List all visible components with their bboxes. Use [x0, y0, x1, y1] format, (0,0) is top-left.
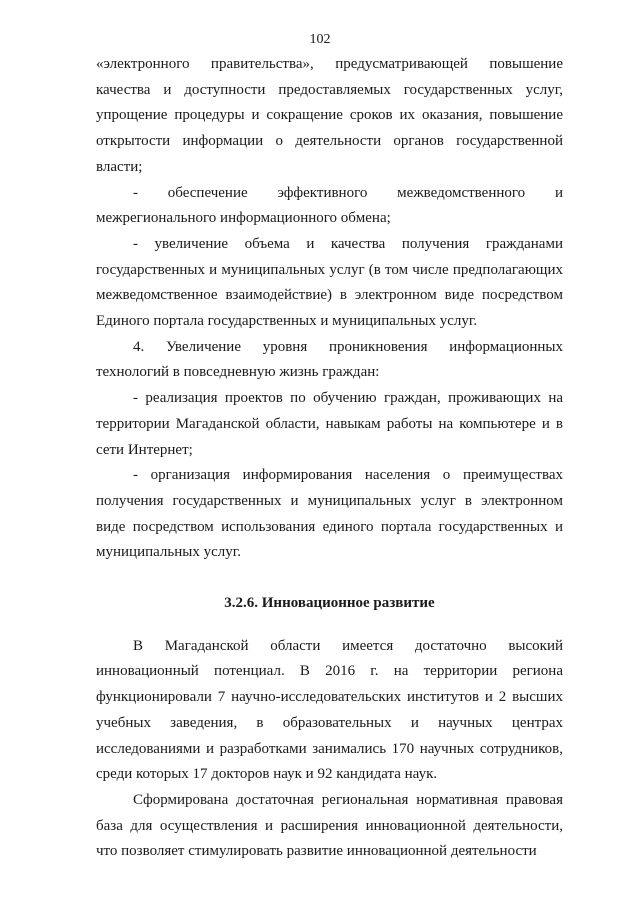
list-item-training-projects: - реализация проектов по обучению граждан, проживающих на территории Магаданской области, навыкам работы на компьютере и в сети Интернет;	[96, 390, 563, 458]
page-number: 102	[309, 32, 331, 47]
section-heading: 3.2.6. Инновационное развитие	[224, 595, 435, 612]
list-item-informing-population: - организация информирования населения о преимуществах получения государственных и муниципальных услуг в электронном виде посредством использования единого портала государственных и муниципальных услуг.	[96, 467, 563, 561]
paragraph-regulatory-base: Сформирована достаточная региональная нормативная правовая база для осуществления и расширения инновационной деятельности, что позволяет стимулировать развитие инновационной деятельности	[96, 791, 563, 860]
list-item-information-exchange: - обеспечение эффективного межведомственного и межрегионального информационного обмена;	[96, 184, 563, 227]
numbered-item-4: 4. Увеличение уровня проникновения информационных технологий в повседневную жизнь граждан:	[96, 338, 563, 381]
list-item-electronic-services: - увеличение объема и качества получения гражданами государственных и муниципальных услуг (в том числе предполагающих межведомственное взаимодействие) в электронном виде посредством Единого портала государственных и муниципальных услуг.	[96, 235, 563, 330]
document-body	[96, 52, 563, 865]
paragraph-continuation: «электронного правительства», предусматривающей повышение качества и доступности предоставляемых государственных услуг, упрощение процедуры и сокращение сроков их оказания, повышение открытости информации о деятельности органов государственной власти;	[96, 56, 563, 175]
paragraph-innovation-potential: В Магаданской области имеется достаточно высокий инновационный потенциал. В 2016 г. на территории региона функционировали 7 научно-исследовательских институтов и 2 высших учебных заведения, в образовательных и научных центрах исследованиями и разработками занимались 170 научных сотрудников, среди которых 17 докторов наук и 92 кандидата наук.	[96, 637, 563, 783]
